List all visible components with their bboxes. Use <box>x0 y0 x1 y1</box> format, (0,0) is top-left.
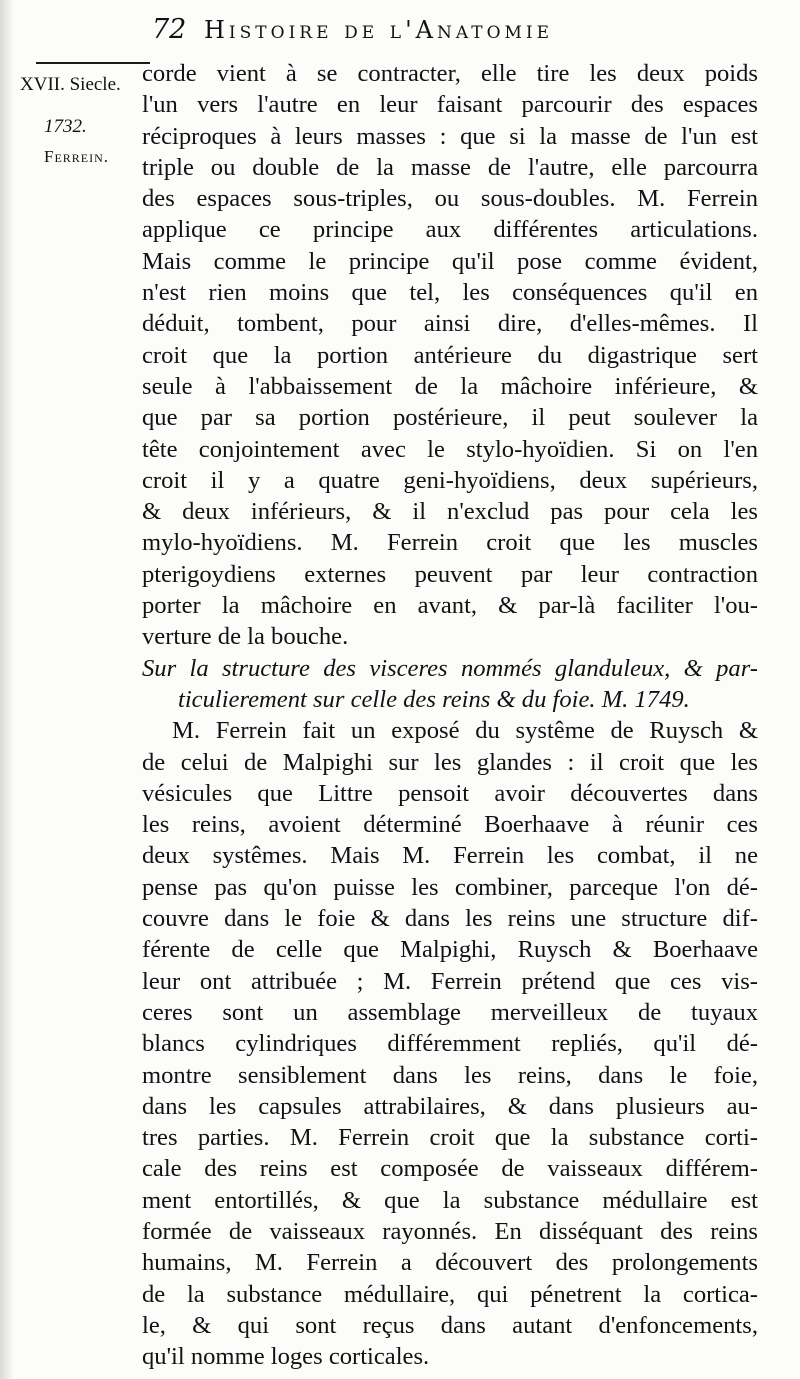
text-line: que par sa portion postérieure, il peut soulever la <box>142 404 758 432</box>
margin-rule <box>36 62 150 64</box>
text-line: le, & qui sont reçus dans autant d'enfoncements, <box>142 1311 758 1339</box>
text-line: triple ou double de la masse de l'autre, elle parcourra <box>142 153 758 181</box>
heading-line: Sur la structure des visceres nommés glanduleux, & par- <box>142 654 758 682</box>
text-line: cale des reins est composée de vaisseaux différem- <box>142 1155 758 1183</box>
text-line: verture de la bouche. <box>142 623 349 651</box>
text-line: qu'il nomme loges corticales. <box>142 1343 430 1371</box>
text-line: & deux inférieurs, & il n'exclud pas pour cela les <box>142 498 758 526</box>
text-line: corde vient à se contracter, elle tire les deux poids <box>142 60 758 87</box>
text-line: l'un vers l'autre en leur faisant parcourir des espaces <box>142 91 758 119</box>
margin-note-year: 1732. <box>44 116 87 137</box>
text-line: tres parties. M. Ferrein croit que la substance corti- <box>142 1124 758 1152</box>
text-line: les reins, avoient déterminé Boerhaave à réunir ces <box>142 811 758 839</box>
margin-note-author: Ferrein. <box>44 147 110 166</box>
text-line: de la substance médullaire, qui pénetrent la cortica- <box>142 1280 758 1308</box>
text-line: seule à l'abbaissement de la mâchoire inférieure, & <box>142 372 758 400</box>
text-line: blancs cylindriques différemment repliés, qu'il dé- <box>142 1030 758 1058</box>
text-line: porter la mâchoire en avant, & par-là faciliter l'ou- <box>142 592 758 620</box>
text-line: tête conjointement avec le stylo-hyoïdien. Si on l'en <box>142 435 758 463</box>
text-line: croit il y a quatre geni-hyoïdiens, deux supérieurs, <box>142 466 758 494</box>
text-line: férente de celle que Malpighi, Ruysch & Boerhaave <box>142 936 758 964</box>
page-number: 72 <box>152 14 187 45</box>
text-line: réciproques à leurs masses : que si la masse de l'un est <box>142 122 758 150</box>
text-line: ment entortillés, & que la substance médullaire est <box>142 1186 758 1214</box>
text-line: ceres sont un assemblage merveilleux de tuyaux <box>142 998 758 1026</box>
text-line: M. Ferrein fait un exposé du systême de Ruysch & <box>172 717 758 745</box>
paragraph-2 <box>142 715 758 1372</box>
heading-line: ticulierement sur celle des reins & du foie. M. 1749. <box>178 685 690 713</box>
text-line: vésicules que Littre pensoit avoir découvertes dans <box>142 779 758 807</box>
text-line: montre sensiblement dans les reins, dans le foie, <box>142 1061 758 1089</box>
running-title: Histoire de l'Anatomie <box>204 16 554 44</box>
section-heading <box>142 653 758 716</box>
text-line: des espaces sous-triples, ou sous-doubles. M. Ferrein <box>142 185 758 213</box>
text-line: applique ce principe aux différentes articulations. <box>142 216 758 244</box>
margin-note-century: XVII. Siecle. <box>20 74 121 95</box>
text-line: déduit, tombent, pour ainsi dire, d'elles-mêmes. Il <box>142 310 758 338</box>
text-line: pense pas qu'on puisse les combiner, parceque l'on dé- <box>142 873 758 901</box>
text-line: Mais comme le principe qu'il pose comme évident, <box>142 247 758 275</box>
text-line: couvre dans le foie & dans les reins une structure dif- <box>142 905 758 933</box>
text-line: pterigoydiens externes peuvent par leur contraction <box>142 560 758 588</box>
text-line: de celui de Malpighi sur les glandes : il croit que les <box>142 748 758 776</box>
text-line: n'est rien moins que tel, les conséquences qu'il en <box>142 279 758 307</box>
text-line: croit que la portion antérieure du digastrique sert <box>142 341 758 369</box>
text-line: mylo-hyoïdiens. M. Ferrein croit que les muscles <box>142 529 758 557</box>
text-line: formée de vaisseaux rayonnés. En disséquant des reins <box>142 1217 758 1245</box>
running-head <box>152 14 792 48</box>
paragraph-1 <box>142 58 758 653</box>
body-text <box>142 58 758 1372</box>
text-line: leur ont attribuée ; M. Ferrein prétend que ces vis- <box>142 967 758 995</box>
text-line: humains, M. Ferrein a découvert des prolongements <box>142 1249 758 1277</box>
text-line: dans les capsules attrabilaires, & dans plusieurs au- <box>142 1092 758 1120</box>
text-line: deux systêmes. Mais M. Ferrein les combat, il ne <box>142 842 758 870</box>
